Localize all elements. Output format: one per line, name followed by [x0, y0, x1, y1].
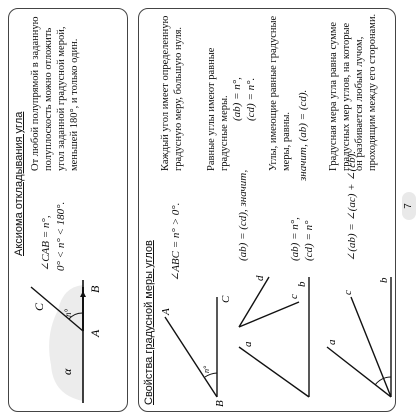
- axiom-formula-1: ∠CAB = n°,: [40, 215, 52, 271]
- item2-text: Равные углы имеют равные градусные меры.: [206, 47, 230, 171]
- axiom-formula-2: 0° < n° < 180°.: [55, 201, 67, 271]
- properties-title: Свойства градусной меры углов: [143, 240, 155, 405]
- diagram-angle-sum: [321, 267, 401, 407]
- label-item1-c: C: [220, 295, 232, 303]
- label-item1-b: B: [214, 400, 226, 407]
- axiom-title: Аксиома откладывания угла: [13, 111, 25, 256]
- diagram-angle-abc: [157, 287, 232, 407]
- item3-text: Углы, имеющие равные градусные меры, равны.: [268, 15, 292, 171]
- label-alpha: α: [60, 368, 74, 375]
- properties-card: [138, 8, 396, 412]
- label-item1-n: n°: [202, 365, 211, 373]
- label-n: n°: [63, 308, 73, 317]
- label-a: A: [88, 329, 102, 337]
- axiom-card: [8, 8, 128, 412]
- diagram-two-angles: [229, 267, 319, 407]
- axiom-diagram: [23, 275, 123, 405]
- item1-text: Каждый угол имеет определенную градусную меру, большую нуля.: [160, 15, 184, 171]
- half-plane-cloud: [49, 285, 83, 401]
- item1-formula: ∠ABC = n° > 0°.: [170, 202, 182, 281]
- axiom-text: От любой полупрямой в заданную полуплоскость можно отложить угол заданной градусной мерой, меньшей 180°, и только один.: [30, 16, 80, 171]
- label-b: B: [88, 285, 102, 293]
- item4-formula: ∠(ab) = ∠(ac) + ∠(cb).: [346, 151, 358, 261]
- label-d-1: d: [254, 275, 266, 281]
- label-c: C: [32, 302, 46, 311]
- item4-text: Градусная мера угла равна сумме градусных мер углов, на которые он разбивается любым лучом, проходящим между его сторонами.: [328, 13, 378, 171]
- label-a-4: a: [326, 339, 338, 345]
- item2-brace-b: (cd) = n°.: [245, 77, 257, 121]
- item3-brace-a: (ab) = n°,: [289, 217, 301, 261]
- item2-brace-a: (ab) = n°,: [231, 77, 243, 121]
- label-b-1: b: [296, 281, 308, 287]
- page-number: 7: [402, 192, 416, 220]
- item3-brace-b: (cd) = n°: [303, 220, 315, 261]
- item3-formula-post: значит, (ab) = (cd).: [297, 89, 309, 181]
- label-c-4: c: [342, 290, 354, 295]
- label-a-1: a: [242, 341, 254, 347]
- item2-formula-pre: (ab) = (cd), значит,: [237, 169, 249, 261]
- label-c-1: c: [288, 294, 300, 299]
- label-b-4: b: [378, 277, 390, 283]
- label-item1-a: A: [160, 308, 172, 315]
